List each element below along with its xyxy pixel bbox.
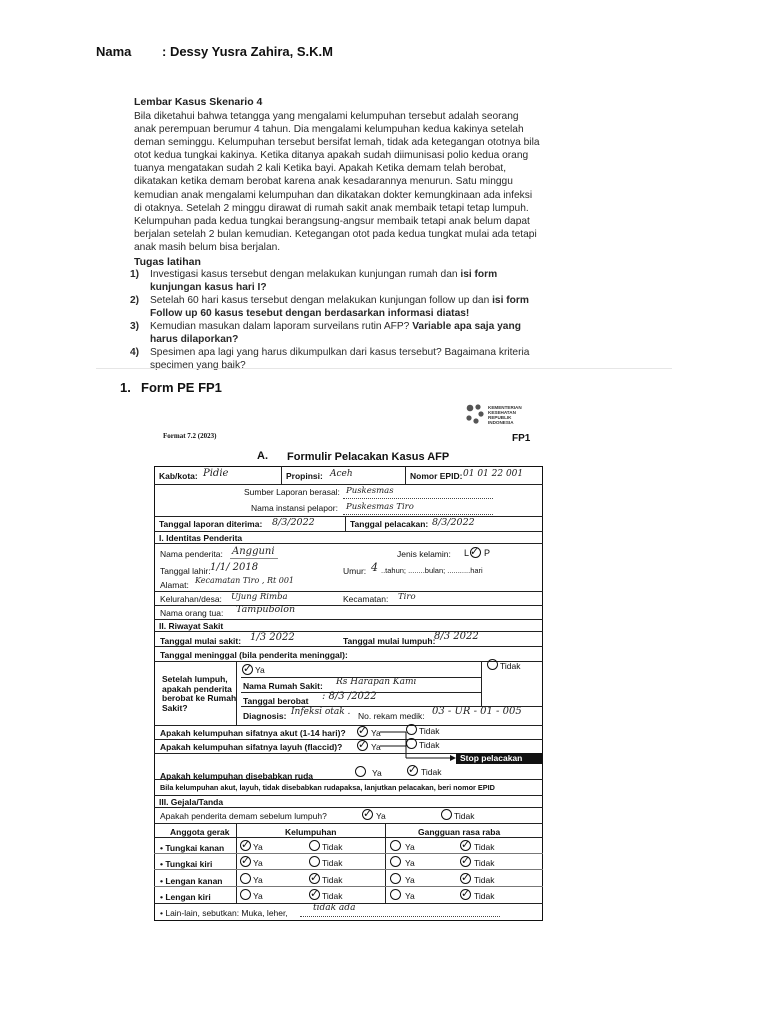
tidak-label: Tidak — [474, 875, 495, 885]
ya-label: Ya — [405, 875, 415, 885]
ruda-ya-label: Ya — [372, 768, 382, 778]
tasks-title: Tugas latihan — [134, 256, 201, 268]
case-line: dikatakan ketika demam berobat karena anak kesadarannya menurun. Satu minggu — [134, 176, 513, 188]
limb-label: • Lengan kanan — [160, 876, 223, 886]
berobat-tidak-radio[interactable] — [487, 659, 498, 670]
col-anggota: Anggota gerak — [170, 827, 230, 837]
task-number: 2) — [130, 295, 140, 306]
lain-text: Lain-lain, sebutkan: Muka, leher, — [165, 908, 288, 918]
row-line — [154, 516, 543, 517]
col-line — [405, 466, 406, 484]
check-icon: ✓ — [243, 662, 253, 675]
case-line: di otaknya. Setelah 2 minggu dirawat di rumah sakit anak membaik tetapi tetap lumpuh. — [134, 202, 529, 214]
task-bold: isi form — [460, 269, 498, 280]
row-line — [154, 779, 543, 780]
row-line — [154, 886, 543, 887]
demam-tidak-label: Tidak — [454, 811, 475, 821]
instansi-value[interactable]: Puskesmas Tiro — [346, 502, 414, 512]
ya-label: Ya — [253, 842, 263, 852]
check-icon: ✓ — [310, 871, 320, 884]
mulai-sakit-value[interactable]: 1/3 2022 — [250, 632, 295, 643]
row-line — [154, 837, 543, 838]
ministry-text — [488, 405, 522, 425]
raba-ya-radio[interactable] — [390, 840, 401, 851]
tgl-berobat-label: Tanggal berobat — [243, 696, 309, 706]
umur-units: ..tahun; ........bulan; ...........hari — [381, 566, 483, 575]
mulai-lumpuh-value[interactable]: 8/3 2022 — [434, 631, 479, 642]
row-line — [154, 543, 543, 544]
ministry-logo-icon — [464, 402, 486, 426]
berobat-question — [162, 675, 236, 713]
berobat-tidak-label: Tidak — [500, 661, 521, 671]
case-line: deman seminggu. Kelumpuhan tersebut bersifat lemah, tidak ada ketegangan ototnya bila — [134, 137, 540, 149]
rekam-label: No. rekam medik: — [358, 711, 425, 721]
diagnosis-value[interactable]: Infeksi otak . — [291, 707, 351, 717]
raba-ya-radio[interactable] — [390, 856, 401, 867]
row-line — [154, 591, 543, 592]
fill-line — [300, 916, 500, 917]
tgl-berobat-value[interactable]: : 8/3 /2022 — [322, 691, 377, 702]
tgl-lacak-label: Tanggal pelacakan: — [350, 519, 429, 529]
kel-label: Kelurahan/desa: — [160, 594, 222, 604]
raba-ya-radio[interactable] — [390, 889, 401, 900]
task-text: specimen yang baik? — [150, 360, 246, 371]
ruda-tidak-label: Tidak — [421, 767, 442, 777]
tidak-label: Tidak — [322, 875, 343, 885]
row-line — [154, 725, 543, 726]
q-demam: Apakah penderita demam sebelum lumpuh? — [160, 811, 327, 821]
row-line — [154, 484, 543, 485]
instansi-label: Nama instansi pelapor: — [251, 503, 338, 513]
row-line — [241, 677, 481, 678]
q-layuh — [160, 742, 342, 752]
tgl-lapor-label: Tanggal laporan diterima: — [159, 519, 263, 529]
rs-value[interactable]: Rs Harapan Kami — [336, 677, 417, 687]
row-line — [154, 531, 543, 532]
name-label: Nama — [96, 44, 132, 59]
raba-ya-radio[interactable] — [390, 873, 401, 884]
ministry-line: REPUBLIK — [488, 415, 512, 420]
ya-label: Ya — [405, 858, 415, 868]
check-icon: ✓ — [461, 838, 471, 851]
limb-text: Lengan kanan — [165, 876, 223, 886]
alamat-value[interactable]: Kecamatan Tiro , Rt 001 — [195, 576, 294, 585]
check-icon: ✓ — [461, 887, 471, 900]
propinsi-label: Propinsi: — [286, 471, 323, 481]
col-kelumpuhan: Kelumpuhan — [285, 827, 337, 837]
row-line — [154, 619, 543, 620]
akut-ya-label: Ya — [371, 728, 381, 738]
ya-label: Ya — [405, 842, 415, 852]
tidak-label: Tidak — [322, 891, 343, 901]
task-text: Investigasi kasus tersebut dengan melakukan kunjungan rumah dan — [150, 269, 461, 280]
check-icon: ✓ — [241, 838, 251, 851]
task-bold: isi form — [492, 295, 529, 306]
check-icon: ✓ — [241, 854, 251, 867]
task-number: 3) — [130, 321, 140, 332]
row-line — [154, 646, 543, 647]
propinsi-value[interactable]: Aceh — [330, 469, 353, 479]
tidak-label: Tidak — [322, 858, 343, 868]
limb-text: Tungkai kiri — [165, 859, 213, 869]
ministry-line: KEMENTERIAN — [488, 405, 522, 410]
umur-label: Umur: — [343, 566, 367, 576]
kec-value[interactable]: Tiro — [398, 592, 416, 602]
limb-label: • Tungkai kiri — [160, 859, 213, 869]
flow-arrow-icon — [380, 730, 544, 772]
rekam-value[interactable]: 03 - UR - 01 - 005 — [432, 706, 522, 717]
demam-ya-label: Ya — [376, 811, 386, 821]
row-line — [154, 753, 456, 754]
berobat-line: Setelah lumpuh, — [162, 674, 228, 684]
lumpuh-tidak-radio[interactable] — [309, 856, 320, 867]
task-number: 1) — [130, 269, 140, 280]
task-bold: harus dilaporkan? — [150, 334, 239, 345]
jk-l: L — [464, 548, 470, 558]
limb-label: • Tungkai kanan — [160, 843, 225, 853]
check-icon: ✓ — [358, 724, 368, 737]
alamat-label: Alamat: — [160, 580, 189, 590]
epid-label: Nomor EPID: — [410, 471, 463, 481]
task-bold: Follow up 60 kasus tesebut dengan berdasarkan informasi diatas! — [150, 308, 470, 319]
case-line: berjalan setelah 2 bulan kemudian. Ketegangan otot pada kedua tungkat mulai ada tetapi — [134, 228, 537, 240]
check-icon: ✓ — [408, 763, 418, 776]
name-value: : Dessy Yusra Zahira, S.K.M — [162, 44, 333, 59]
lahir-label: Tanggal lahir: — [160, 566, 211, 576]
rs-label: Nama Rumah Sakit: — [243, 681, 323, 691]
case-line: kemudian anak mengalami kelumpuhan dan dikatakan dokter kemungkinaan ada infeksi — [134, 189, 533, 201]
row-line — [154, 605, 543, 606]
ortu-value[interactable]: Tampubolon — [236, 604, 296, 615]
check-icon: ✓ — [461, 854, 471, 867]
ya-label: Ya — [405, 891, 415, 901]
case-line: Kelumpuhan pada kedua tungkai berangsung-angsur membaik tetapi anak belum dapat — [134, 215, 530, 227]
col-line — [236, 823, 237, 903]
akut-tidak-label: Tidak — [419, 726, 440, 736]
tgl-lacak-value[interactable]: 8/3/2022 — [432, 517, 475, 528]
kab-label: Kab/kota: — [159, 471, 198, 481]
nama-label: Nama penderita: — [160, 549, 223, 559]
ya-label: Ya — [253, 858, 263, 868]
ruda-ya-radio[interactable] — [355, 766, 366, 777]
lahir-value[interactable]: 1/1/ 2018 — [210, 562, 259, 573]
meninggal-label: Tanggal meninggal (bila penderita meninggal): — [160, 650, 348, 660]
layuh-ya-label: Ya — [371, 742, 381, 752]
row-line — [154, 631, 543, 632]
lumpuh-ya-radio[interactable] — [240, 889, 251, 900]
tidak-label: Tidak — [322, 842, 343, 852]
ministry-line: KESEHATAN — [488, 410, 516, 415]
section-number: 1. — [120, 380, 131, 395]
col-raba: Gangguan rasa raba — [418, 827, 501, 837]
ortu-label: Nama orang tua: — [160, 608, 224, 618]
task-number: 4) — [130, 347, 140, 358]
row-line — [154, 661, 543, 662]
task-bold: Variable apa saja yang — [412, 321, 521, 332]
epid-value[interactable]: 01 01 22 001 — [463, 469, 524, 479]
fill-line — [343, 498, 493, 499]
sumber-label: Sumber Laporan berasal: — [244, 487, 340, 497]
kec-label: Kecamatan: — [343, 594, 389, 604]
underline — [230, 558, 278, 559]
tgl-lapor-value[interactable]: 8/3/2022 — [272, 517, 315, 528]
row-line — [154, 823, 543, 824]
format-label: Format 7.2 (2023) — [163, 432, 217, 440]
tidak-label: Tidak — [474, 858, 495, 868]
section-gejala: III. Gejala/Tanda — [159, 797, 224, 807]
limb-label: • Lengan kiri — [160, 892, 211, 902]
berobat-line: apakah penderita — [162, 683, 232, 694]
limb-text: Tungkai kanan — [165, 843, 225, 853]
row-line — [154, 807, 543, 808]
berobat-ya-label: Ya — [255, 665, 265, 675]
sumber-value[interactable]: Puskesmas — [346, 486, 394, 496]
case-line: tuanya mengatakan sudah 2 kali Ketika bayi. Apakah Ketika demam telah berobat, — [134, 163, 507, 175]
ya-label: Ya — [253, 891, 263, 901]
col-line — [385, 823, 386, 903]
nama-value[interactable]: Angguni — [232, 546, 275, 557]
task-bold: kunjungan kasus hari I? — [150, 282, 267, 293]
q-akut: Apakah kelumpuhan sifatnya akut (1-14 hari)? — [160, 728, 346, 738]
check-icon: ✓ — [461, 871, 471, 884]
tidak-label: Tidak — [474, 842, 495, 852]
lumpuh-ya-radio[interactable] — [240, 873, 251, 884]
ministry-line: INDONESIA — [488, 420, 514, 425]
form-letter: A. — [257, 450, 268, 462]
col-line — [481, 661, 482, 706]
row-line — [154, 795, 543, 796]
berobat-line: berobat ke Rumah — [162, 693, 237, 703]
col-line — [281, 466, 282, 484]
lumpuh-tidak-radio[interactable] — [309, 840, 320, 851]
task-text: Kemudian masukan dalam laporam surveilans rutin AFP? — [150, 321, 413, 332]
q-layuh-text: Apakah kelumpuhan sifatnya layuh (flaccid)? — [160, 742, 343, 752]
jk-label: Jenis kelamin: — [397, 549, 451, 559]
case-line: anak masih belum bisa berjalan. — [134, 241, 281, 253]
case-line: anak perempuan berumur 4 tahun. Dia mengalami kelumpuhan kedua kakinya setelah — [134, 124, 524, 136]
task-text: Setelah 60 hari kasus tersebut dengan melakukan kunjungan follow up dan — [150, 295, 493, 306]
task-text: Spesimen apa lagi yang harus dikumpulkan dari kasus tersebut? Bagaimana kriteria — [150, 347, 530, 358]
row-line — [154, 853, 543, 854]
diagnosis-label: Diagnosis: — [243, 711, 287, 721]
col-line — [345, 516, 346, 531]
jk-p: P — [484, 548, 491, 558]
case-line: otot kedua tungkai kakinya. Ketika ditanya apakah sudah diimunisasi polio kedua orang — [134, 150, 529, 162]
check-icon: ✓ — [363, 807, 373, 820]
kel-value[interactable]: Ujung Rimba — [231, 592, 288, 602]
ya-label: Ya — [253, 875, 263, 885]
section-riwayat: II. Riwayat Sakit — [159, 621, 224, 631]
section-title: Form PE FP1 — [141, 380, 222, 395]
limb-text: Lengan kiri — [165, 892, 211, 902]
q-ruda: Apakah kelumpuhan disebabkan ruda — [160, 771, 314, 781]
form-title: Formulir Pelacakan Kasus AFP — [287, 451, 450, 463]
demam-tidak-radio[interactable] — [441, 809, 452, 820]
lain-label: • Lain-lain, sebutkan: Muka, leher, — [160, 908, 288, 918]
lain-value[interactable]: tidak ada — [313, 903, 356, 913]
form-code: FP1 — [512, 433, 531, 444]
kab-value[interactable]: Pidie — [203, 468, 229, 479]
row-line — [154, 869, 543, 870]
check-icon: ✓ — [310, 887, 320, 900]
check-icon: ✓ — [358, 738, 368, 751]
layuh-tidak-label: Tidak — [419, 740, 440, 750]
tidak-label: Tidak — [474, 891, 495, 901]
case-title: Lembar Kasus Skenario 4 — [134, 96, 263, 108]
instruction-text: Bila kelumpuhan akut, layuh, tidak disebabkan rudapaksa, lanjutkan pelacakan, beri nomor EPID — [160, 783, 495, 792]
umur-value[interactable]: 4 — [371, 561, 378, 574]
stop-label: Stop pelacakan — [460, 753, 523, 763]
mulai-sakit-label: Tanggal mulai sakit: — [160, 636, 242, 646]
berobat-line: Sakit? — [162, 702, 188, 713]
fill-line — [343, 514, 493, 515]
section-identitas: I. Identitas Penderita — [159, 533, 243, 543]
mulai-lumpuh-label: Tanggal mulai lumpuh: — [343, 636, 436, 646]
check-icon: ✓ — [470, 545, 480, 558]
case-line: Bila diketahui bahwa tetangga yang mengalami kelumpuhan tersebut adalah seorang — [134, 111, 519, 122]
